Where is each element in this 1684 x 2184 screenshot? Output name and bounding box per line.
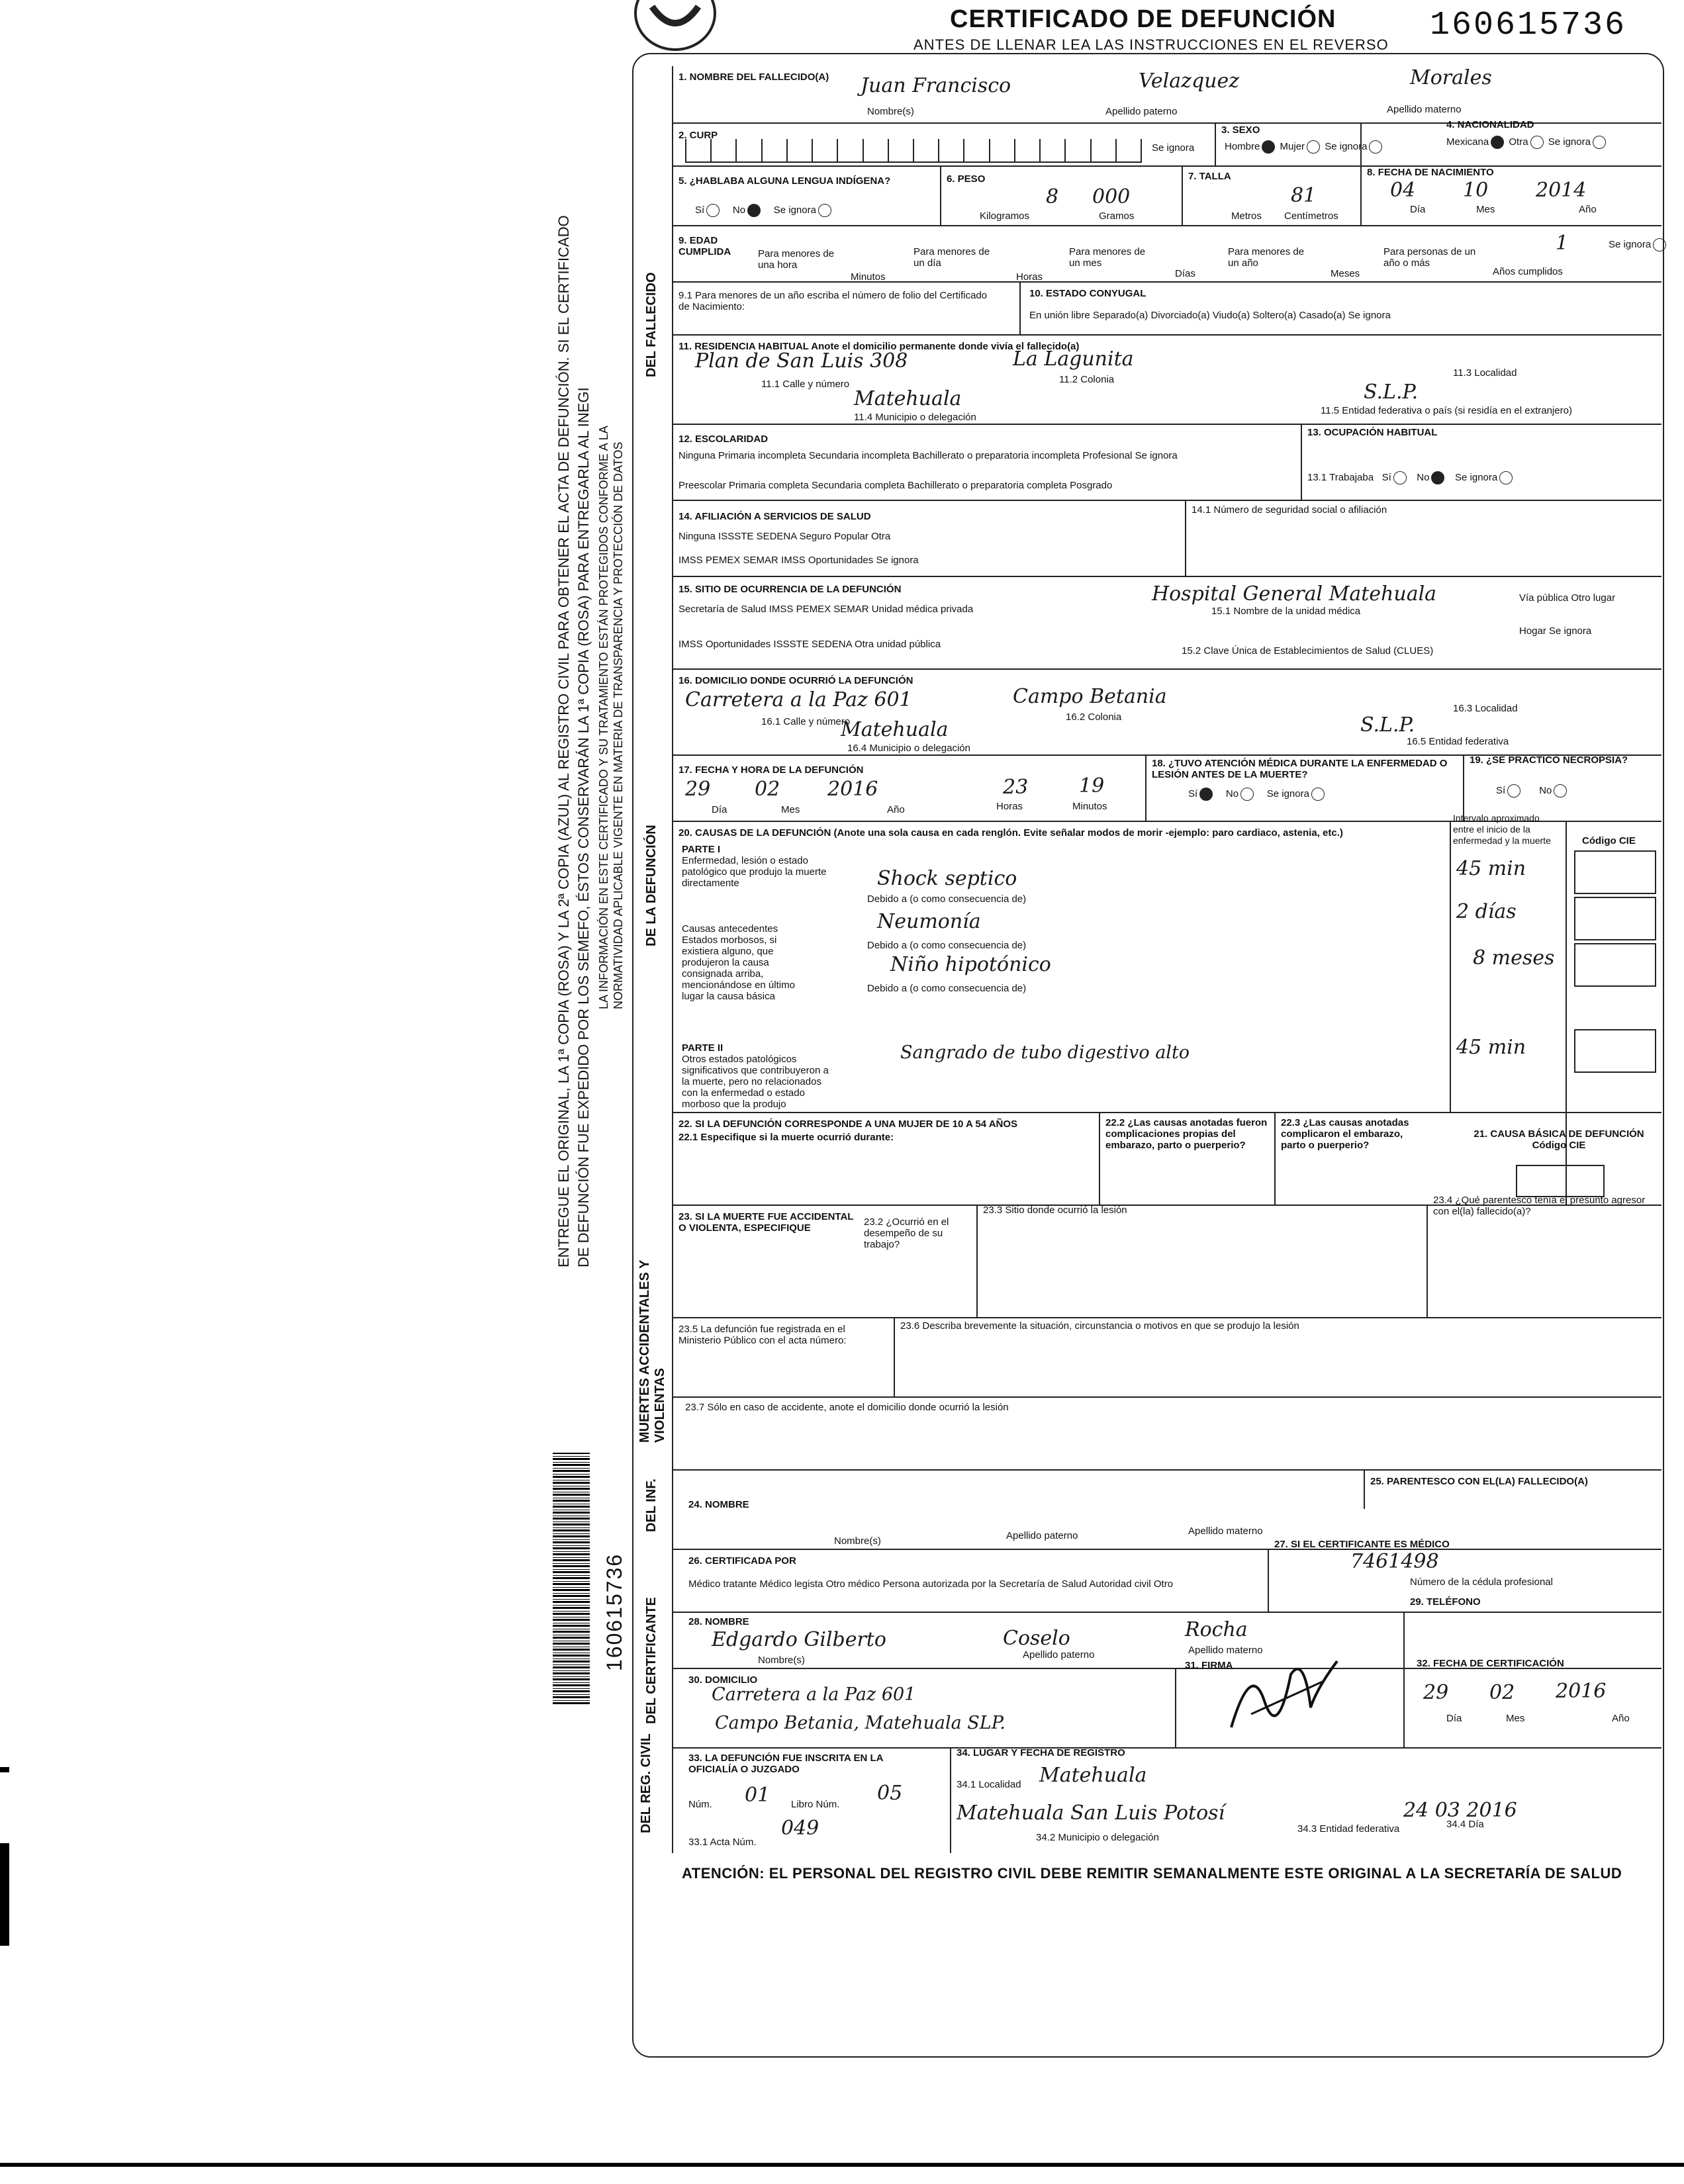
label-names: Nombre(s) xyxy=(867,106,914,117)
label-clues: 15.2 Clave Única de Establecimientos de Salud (CLUES) xyxy=(1182,645,1434,657)
field-23-label: 23. SI LA MUERTE FUE ACCIDENTAL O VIOLENTA, ESPECIFIQUE xyxy=(678,1211,854,1234)
interval-c[interactable]: 8 meses xyxy=(1473,946,1555,970)
coat-of-arms-icon xyxy=(626,0,725,53)
reg-number-label: Núm. xyxy=(688,1799,712,1810)
due-to-label-a: Debido a (o como consecuencia de) xyxy=(867,893,1027,905)
sex-options[interactable]: Hombre Mujer Se ignora xyxy=(1225,140,1384,154)
scan-mark-small xyxy=(0,1767,9,1772)
certifier-names-label: Nombre(s) xyxy=(758,1655,805,1666)
field-33-label: 33. LA DEFUNCIÓN FUE INSCRITA EN LA OFICIALÍA O JUZGADO xyxy=(688,1752,883,1775)
label-under-month: Para menores de un mes xyxy=(1069,246,1146,269)
marital-options[interactable]: En unión libre Separado(a) Divorciado(a) Viudo(a) Soltero(a) Casado(a) Se ignora xyxy=(1029,310,1391,321)
curp-boxes[interactable] xyxy=(685,139,1142,163)
interval-b[interactable]: 2 días xyxy=(1456,900,1517,923)
interval-label: Intervalo aproximado entre el inicio de la enfermedad y la muerte xyxy=(1453,813,1551,846)
death-address-street[interactable]: Carretera a la Paz 601 xyxy=(685,688,912,711)
barcode xyxy=(553,1453,590,1704)
barcode-number: 160615736 xyxy=(602,1553,626,1671)
certified-by-options[interactable]: Médico tratante Médico legista Otro médico Persona autorizada por la Secretaría de Salud Autoridad civil Otro xyxy=(688,1578,1174,1590)
label-minutes: Minutos xyxy=(851,271,886,283)
form-title: CERTIFICADO DE DEFUNCIÓN xyxy=(950,5,1336,33)
cause-b[interactable]: Neumonía xyxy=(877,910,981,933)
weight-g[interactable]: 000 xyxy=(1092,185,1131,208)
death-address-municipality[interactable]: Matehuala xyxy=(841,718,949,741)
section-death: DE LA DEFUNCIÓN xyxy=(632,576,673,1205)
form-instructions: ANTES DE LLENAR LEA LAS INSTRUCCIONES EN EL REVERSO xyxy=(913,36,1389,53)
necropsy-options[interactable]: Sí No xyxy=(1496,784,1569,797)
scan-edge xyxy=(0,2163,1684,2167)
label-month: Mes xyxy=(1476,204,1495,215)
side-privacy-2: NORMATIVIDAD APLICABLE VIGENTE EN MATERIA DE TRANSPARENCIA Y PROTECCIÓN DE DATOS xyxy=(612,441,625,1009)
medical-unit-name[interactable]: Hospital General Matehuala xyxy=(1152,582,1437,606)
deceased-paternal-surname[interactable]: Velazquez xyxy=(1139,69,1240,93)
death-minute[interactable]: 19 xyxy=(1079,774,1105,797)
field-17-label: 17. FECHA Y HORA DE LA DEFUNCIÓN xyxy=(678,764,864,776)
reg-day-label: 34.4 Día xyxy=(1446,1819,1484,1830)
age-years[interactable]: 1 xyxy=(1556,232,1569,255)
field-2-label: 2. CURP xyxy=(678,130,718,141)
site-home[interactable]: Hogar Se ignora xyxy=(1519,625,1592,637)
field-28-label: 28. NOMBRE xyxy=(688,1616,749,1627)
education-options-1[interactable]: Ninguna Primaria incompleta Secundaria incompleta Bachillerato o preparatoria incompleta Profesional Se ignora xyxy=(678,450,1178,461)
antecedent-causes-description: Causas antecedentes Estados morbosos, si existiera alguno, que produjeron la causa consignada arriba, mencionándose en último lugar la causa básica xyxy=(682,923,795,1002)
part-2-label: PARTE II xyxy=(682,1042,724,1054)
height-value[interactable]: 81 xyxy=(1291,184,1317,207)
birth-month[interactable]: 10 xyxy=(1463,179,1489,202)
certifier-paternal-surname[interactable]: Coselo xyxy=(1003,1627,1070,1650)
informant-names-label: Nombre(s) xyxy=(834,1535,881,1547)
label-death-minutes: Minutos xyxy=(1072,801,1107,812)
site-public-road[interactable]: Vía pública Otro lugar xyxy=(1519,592,1616,604)
affiliation-options-1[interactable]: Ninguna ISSSTE SEDENA Seguro Popular Otra xyxy=(678,531,891,542)
certification-year[interactable]: 2016 xyxy=(1556,1680,1607,1703)
label-under-day: Para menores de un día xyxy=(913,246,990,269)
field-20-label: 20. CAUSAS DE LA DEFUNCIÓN (Anote una sola causa en cada renglón. Evite señalar modos de morir -ejemplo: paro cardiaco, astenia, etc.) xyxy=(678,827,1343,839)
label-days: Días xyxy=(1175,268,1195,279)
part-2-description: Otros estados patológicos significativos que contribuyeron a la muerte, pero no relacionados con la enfermedad o estado morboso que la produjo xyxy=(682,1054,829,1110)
reg-state-label: 34.3 Entidad federativa xyxy=(1297,1823,1400,1835)
book-number[interactable]: 05 xyxy=(877,1782,903,1805)
side-privacy-1: LA INFORMACIÓN EN ESTE CERTIFICADO Y SU TRATAMIENTO ESTÁN PROTEGIDOS CONFORME A LA xyxy=(597,426,610,1009)
label-unit: 15.1 Nombre de la unidad médica xyxy=(1211,606,1361,617)
side-instructions-2: DE DEFUNCIÓN FUE EXPEDIDO POR LOS SEMEFO, ÉSTOS CONSERVARÁN LA 1ª COPIA (ROSA) PARA ENTREGARLA AL INEGI xyxy=(575,387,592,1267)
death-month[interactable]: 02 xyxy=(755,778,780,801)
label-under-year: Para menores de un año xyxy=(1228,246,1305,269)
nationality-options[interactable]: Mexicana Otra Se ignora xyxy=(1446,136,1608,149)
field-25-label: 25. PARENTESCO CON EL(LA) FALLECIDO(A) xyxy=(1370,1476,1588,1487)
affiliation-options-2[interactable]: IMSS PEMEX SEMAR IMSS Oportunidades Se ignora xyxy=(678,555,919,566)
cert-year-label: Año xyxy=(1612,1713,1630,1724)
field-14-1-label: 14.1 Número de seguridad social o afiliación xyxy=(1192,504,1387,516)
label-paternal: Apellido paterno xyxy=(1105,106,1178,117)
cause-c[interactable]: Niño hipotónico xyxy=(890,953,1051,976)
label-death-municipality: 16.4 Municipio o delegación xyxy=(847,743,970,754)
field-15-label: 15. SITIO DE OCURRENCIA DE LA DEFUNCIÓN xyxy=(678,584,902,595)
label-cm: Centímetros xyxy=(1284,210,1338,222)
label-street: 11.1 Calle y número xyxy=(761,379,850,390)
label-months: Meses xyxy=(1331,268,1360,279)
certification-day[interactable]: 29 xyxy=(1423,1681,1449,1704)
certification-month[interactable]: 02 xyxy=(1489,1681,1515,1704)
interval-a[interactable]: 45 min xyxy=(1456,857,1526,880)
field-16-label: 16. DOMICILIO DONDE OCURRIÓ LA DEFUNCIÓN xyxy=(678,675,913,686)
reg-locality-label: 34.1 Localidad xyxy=(957,1779,1021,1790)
informant-paternal-label: Apellido paterno xyxy=(1006,1530,1078,1541)
field-26-label: 26. CERTIFICADA POR xyxy=(688,1555,796,1567)
field-23-3-label: 23.3 Sitio donde ocurrió la lesión xyxy=(983,1205,1127,1216)
certifier-address-2[interactable]: Campo Betania, Matehuala SLP. xyxy=(715,1713,1006,1733)
label-death-state: 16.5 Entidad federativa xyxy=(1407,736,1509,747)
field-9-1-label: 9.1 Para menores de un año escriba el número de folio del Certificado de Nacimiento: xyxy=(678,290,988,312)
label-hours: Horas xyxy=(1016,271,1043,283)
field-22-label: 22. SI LA DEFUNCIÓN CORRESPONDE A UNA MUJER DE 10 A 54 AÑOS xyxy=(678,1118,1018,1130)
site-options-1[interactable]: Secretaría de Salud IMSS PEMEX SEMAR Unidad médica privada xyxy=(678,604,974,615)
section-violent: MUERTES ACCIDENTALES Y VIOLENTAS xyxy=(632,1205,673,1469)
residence-state[interactable]: S.L.P. xyxy=(1364,381,1419,404)
due-to-label-c: Debido a (o como consecuencia de) xyxy=(867,983,1027,994)
field-34-label: 34. LUGAR Y FECHA DE REGISTRO xyxy=(957,1747,1125,1758)
birth-day[interactable]: 04 xyxy=(1390,179,1416,202)
field-29-label: 29. TELÉFONO xyxy=(1410,1596,1481,1608)
folio-number: 160615736 xyxy=(1430,7,1627,44)
due-to-label-b: Debido a (o como consecuencia de) xyxy=(867,940,1027,951)
registry-number[interactable]: 01 xyxy=(745,1784,771,1807)
label-municipality: 11.4 Municipio o delegación xyxy=(854,412,976,423)
footer-notice: ATENCIÓN: EL PERSONAL DEL REGISTRO CIVIL DEBE REMITIR SEMANALMENTE ESTE ORIGINAL A LA SECRETARÍA DE SALUD xyxy=(682,1865,1622,1882)
signature xyxy=(1225,1648,1344,1741)
field-23-7-label: 23.7 Sólo en caso de accidente, anote el domicilio donde ocurrió la lesión xyxy=(685,1402,1009,1413)
registry-date[interactable]: 24 03 2016 xyxy=(1403,1799,1517,1822)
section-informant: DEL INF. xyxy=(632,1469,673,1549)
registry-locality[interactable]: Matehuala xyxy=(1039,1764,1147,1787)
interval-part-2[interactable]: 45 min xyxy=(1456,1036,1526,1059)
deceased-first-name[interactable]: Juan Francisco xyxy=(861,74,1011,97)
side-instructions-1: ENTREGUE EL ORIGINAL, LA 1ª COPIA (ROSA) Y LA 2ª COPIA (AZUL) AL REGISTRO CIVIL PARA OBTENER EL ACTA DE DEFUNCIÓN. SI EL CERTIFICADO xyxy=(555,215,572,1267)
section-registry: DEL REG. CIVIL xyxy=(632,1747,673,1853)
certifier-maternal-label: Apellido materno xyxy=(1188,1645,1263,1656)
residence-street[interactable]: Plan de San Luis 308 xyxy=(695,349,908,373)
certifier-paternal-label: Apellido paterno xyxy=(1023,1649,1095,1661)
label-maternal: Apellido materno xyxy=(1387,104,1462,115)
death-year[interactable]: 2016 xyxy=(827,778,878,801)
label-state: 11.5 Entidad federativa o país (si residía en el extranjero) xyxy=(1321,405,1572,416)
field-30-label: 30. DOMICILIO xyxy=(688,1674,758,1686)
age-se-ignora[interactable]: Se ignora xyxy=(1609,238,1668,251)
residence-municipality[interactable]: Matehuala xyxy=(854,387,962,410)
residence-colony[interactable]: La Lagunita xyxy=(1013,347,1134,371)
section-deceased: DEL FALLECIDO xyxy=(632,66,673,576)
field-18-label: 18. ¿TUVO ATENCIÓN MÉDICA DURANTE LA ENFERMEDAD O LESIÓN ANTES DE LA MUERTE? xyxy=(1152,758,1448,780)
field-32-label: 32. FECHA DE CERTIFICACIÓN xyxy=(1417,1658,1564,1669)
field-22-2-label: 22.2 ¿Las causas anotadas fueron complicaciones propias del embarazo, parto o puerperio? xyxy=(1105,1117,1268,1151)
label-persons: Para personas de un año o más xyxy=(1383,246,1476,269)
label-years: Años cumplidos xyxy=(1493,266,1563,277)
cause-a[interactable]: Shock septico xyxy=(877,867,1017,890)
site-options-2[interactable]: IMSS Oportunidades ISSSTE SEDENA Otra unidad pública xyxy=(678,639,941,650)
label-death-street: 16.1 Calle y número xyxy=(761,716,851,727)
label-colony: 11.2 Colonia xyxy=(1059,374,1115,385)
label-year: Año xyxy=(1579,204,1597,215)
education-options-2[interactable]: Preescolar Primaria completa Secundaria completa Bachillerato o preparatoria completa Posgrado xyxy=(678,480,1113,491)
deceased-maternal-surname[interactable]: Morales xyxy=(1410,66,1492,89)
label-under-hour: Para menores de una hora xyxy=(758,248,835,271)
part-1-label: PARTE I xyxy=(682,844,721,855)
indigenous-options[interactable]: Sí No Se ignora xyxy=(695,204,833,217)
field-27-label: 27. SI EL CERTIFICANTE ES MÉDICO xyxy=(1274,1539,1450,1550)
label-death-year: Año xyxy=(887,804,905,815)
label-kg: Kilogramos xyxy=(980,210,1030,222)
field-10-label: 10. ESTADO CONYUGAL xyxy=(1029,288,1146,299)
scan-mark xyxy=(0,1843,9,1946)
field-7-label: 7. TALLA xyxy=(1188,171,1231,182)
act-number-label: 33.1 Acta Núm. xyxy=(688,1837,757,1848)
curp-se-ignora: Se ignora xyxy=(1152,142,1195,154)
label-g: Gramos xyxy=(1099,210,1135,222)
license-label: Número de la cédula profesional xyxy=(1410,1576,1553,1588)
label-death-month: Mes xyxy=(781,804,800,815)
cert-day-label: Día xyxy=(1446,1713,1462,1724)
weight-kg[interactable]: 8 xyxy=(1046,185,1059,208)
certifier-maternal-surname[interactable]: Rocha xyxy=(1185,1618,1248,1641)
field-4-label: 4. NACIONALIDAD xyxy=(1446,119,1534,130)
death-day[interactable]: 29 xyxy=(685,778,711,801)
informant-maternal-label: Apellido materno xyxy=(1188,1525,1263,1537)
field-3-label: 3. SEXO xyxy=(1221,124,1260,136)
label-death-hours: Horas xyxy=(996,801,1023,812)
professional-license[interactable]: 7461498 xyxy=(1350,1550,1439,1573)
field-31-label: 31. FIRMA xyxy=(1185,1660,1233,1671)
field-24-label: 24. NOMBRE xyxy=(688,1499,749,1510)
part-1-description: Enfermedad, lesión o estado patológico que produjo la muerte directamente xyxy=(682,855,827,889)
cie-code-label: Código CIE xyxy=(1582,835,1636,846)
field-13-label: 13. OCUPACIÓN HABITUAL xyxy=(1307,427,1438,438)
field-5-label: 5. ¿HABLABA ALGUNA LENGUA INDÍGENA? xyxy=(678,175,891,187)
field-8-label: 8. FECHA DE NACIMIENTO xyxy=(1367,167,1494,178)
label-death-day: Día xyxy=(712,804,727,815)
field-12-label: 12. ESCOLARIDAD xyxy=(678,433,769,445)
field-19-label: 19. ¿SE PRACTICÓ NECROPSIA? xyxy=(1470,754,1628,766)
label-m: Metros xyxy=(1231,210,1262,222)
registry-place[interactable]: Matehuala San Luis Potosí xyxy=(957,1801,1225,1825)
birth-year[interactable]: 2014 xyxy=(1536,179,1587,202)
death-address-state[interactable]: S.L.P. xyxy=(1360,713,1415,737)
medical-attention-options[interactable]: Sí No Se ignora xyxy=(1188,788,1327,801)
death-address-colony[interactable]: Campo Betania xyxy=(1013,685,1167,708)
reg-municipality-label: 34.2 Municipio o delegación xyxy=(1036,1832,1159,1843)
field-13-1-label[interactable]: 13.1 Trabajaba Sí No Se ignora xyxy=(1307,471,1515,484)
field-23-4-label: 23.4 ¿Qué parentesco tenía el presunto agresor con el(la) fallecido(a)? xyxy=(1433,1195,1646,1217)
field-11-label: 11. RESIDENCIA HABITUAL Anote el domicilio permanente donde vivía el fallecido(a) xyxy=(678,341,1080,352)
death-hour[interactable]: 23 xyxy=(1003,776,1029,799)
book-number-label: Libro Núm. xyxy=(791,1799,840,1810)
field-22-3-label: 22.3 ¿Las causas anotadas complicaron el embarazo, parto o puerperio? xyxy=(1281,1117,1409,1151)
label-death-colony: 16.2 Colonia xyxy=(1066,711,1122,723)
certifier-address-1[interactable]: Carretera a la Paz 601 xyxy=(712,1684,916,1705)
label-locality: 11.3 Localidad xyxy=(1453,367,1517,379)
label-day: Día xyxy=(1410,204,1426,215)
field-14-label: 14. AFILIACIÓN A SERVICIOS DE SALUD xyxy=(678,511,871,522)
field-6-label: 6. PESO xyxy=(947,173,986,185)
field-1-label: 1. NOMBRE DEL FALLECIDO(A) xyxy=(678,71,829,83)
field-23-6-label: 23.6 Describa brevemente la situación, circunstancia o motivos en que se produjo la lesión xyxy=(900,1320,1299,1332)
section-certifier: DEL CERTIFICANTE xyxy=(632,1549,673,1747)
field-23-2-label: 23.2 ¿Ocurrió en el desempeño de su trabajo? xyxy=(864,1216,949,1250)
field-22-1-label: 22.1 Especifique si la muerte ocurrió durante: xyxy=(678,1132,894,1143)
cause-part-2[interactable]: Sangrado de tubo digestivo alto xyxy=(900,1042,1190,1063)
act-number[interactable]: 049 xyxy=(781,1817,819,1840)
certifier-first-name[interactable]: Edgardo Gilberto xyxy=(712,1628,886,1651)
field-21-label: 21. CAUSA BÁSICA DE DEFUNCIÓN Código CIE xyxy=(1474,1128,1644,1151)
field-9-label: 9. EDAD CUMPLIDA xyxy=(678,235,731,257)
field-23-5-label: 23.5 La defunción fue registrada en el Ministerio Público con el acta número: xyxy=(678,1324,847,1346)
label-death-locality: 16.3 Localidad xyxy=(1453,703,1518,714)
cert-month-label: Mes xyxy=(1506,1713,1525,1724)
